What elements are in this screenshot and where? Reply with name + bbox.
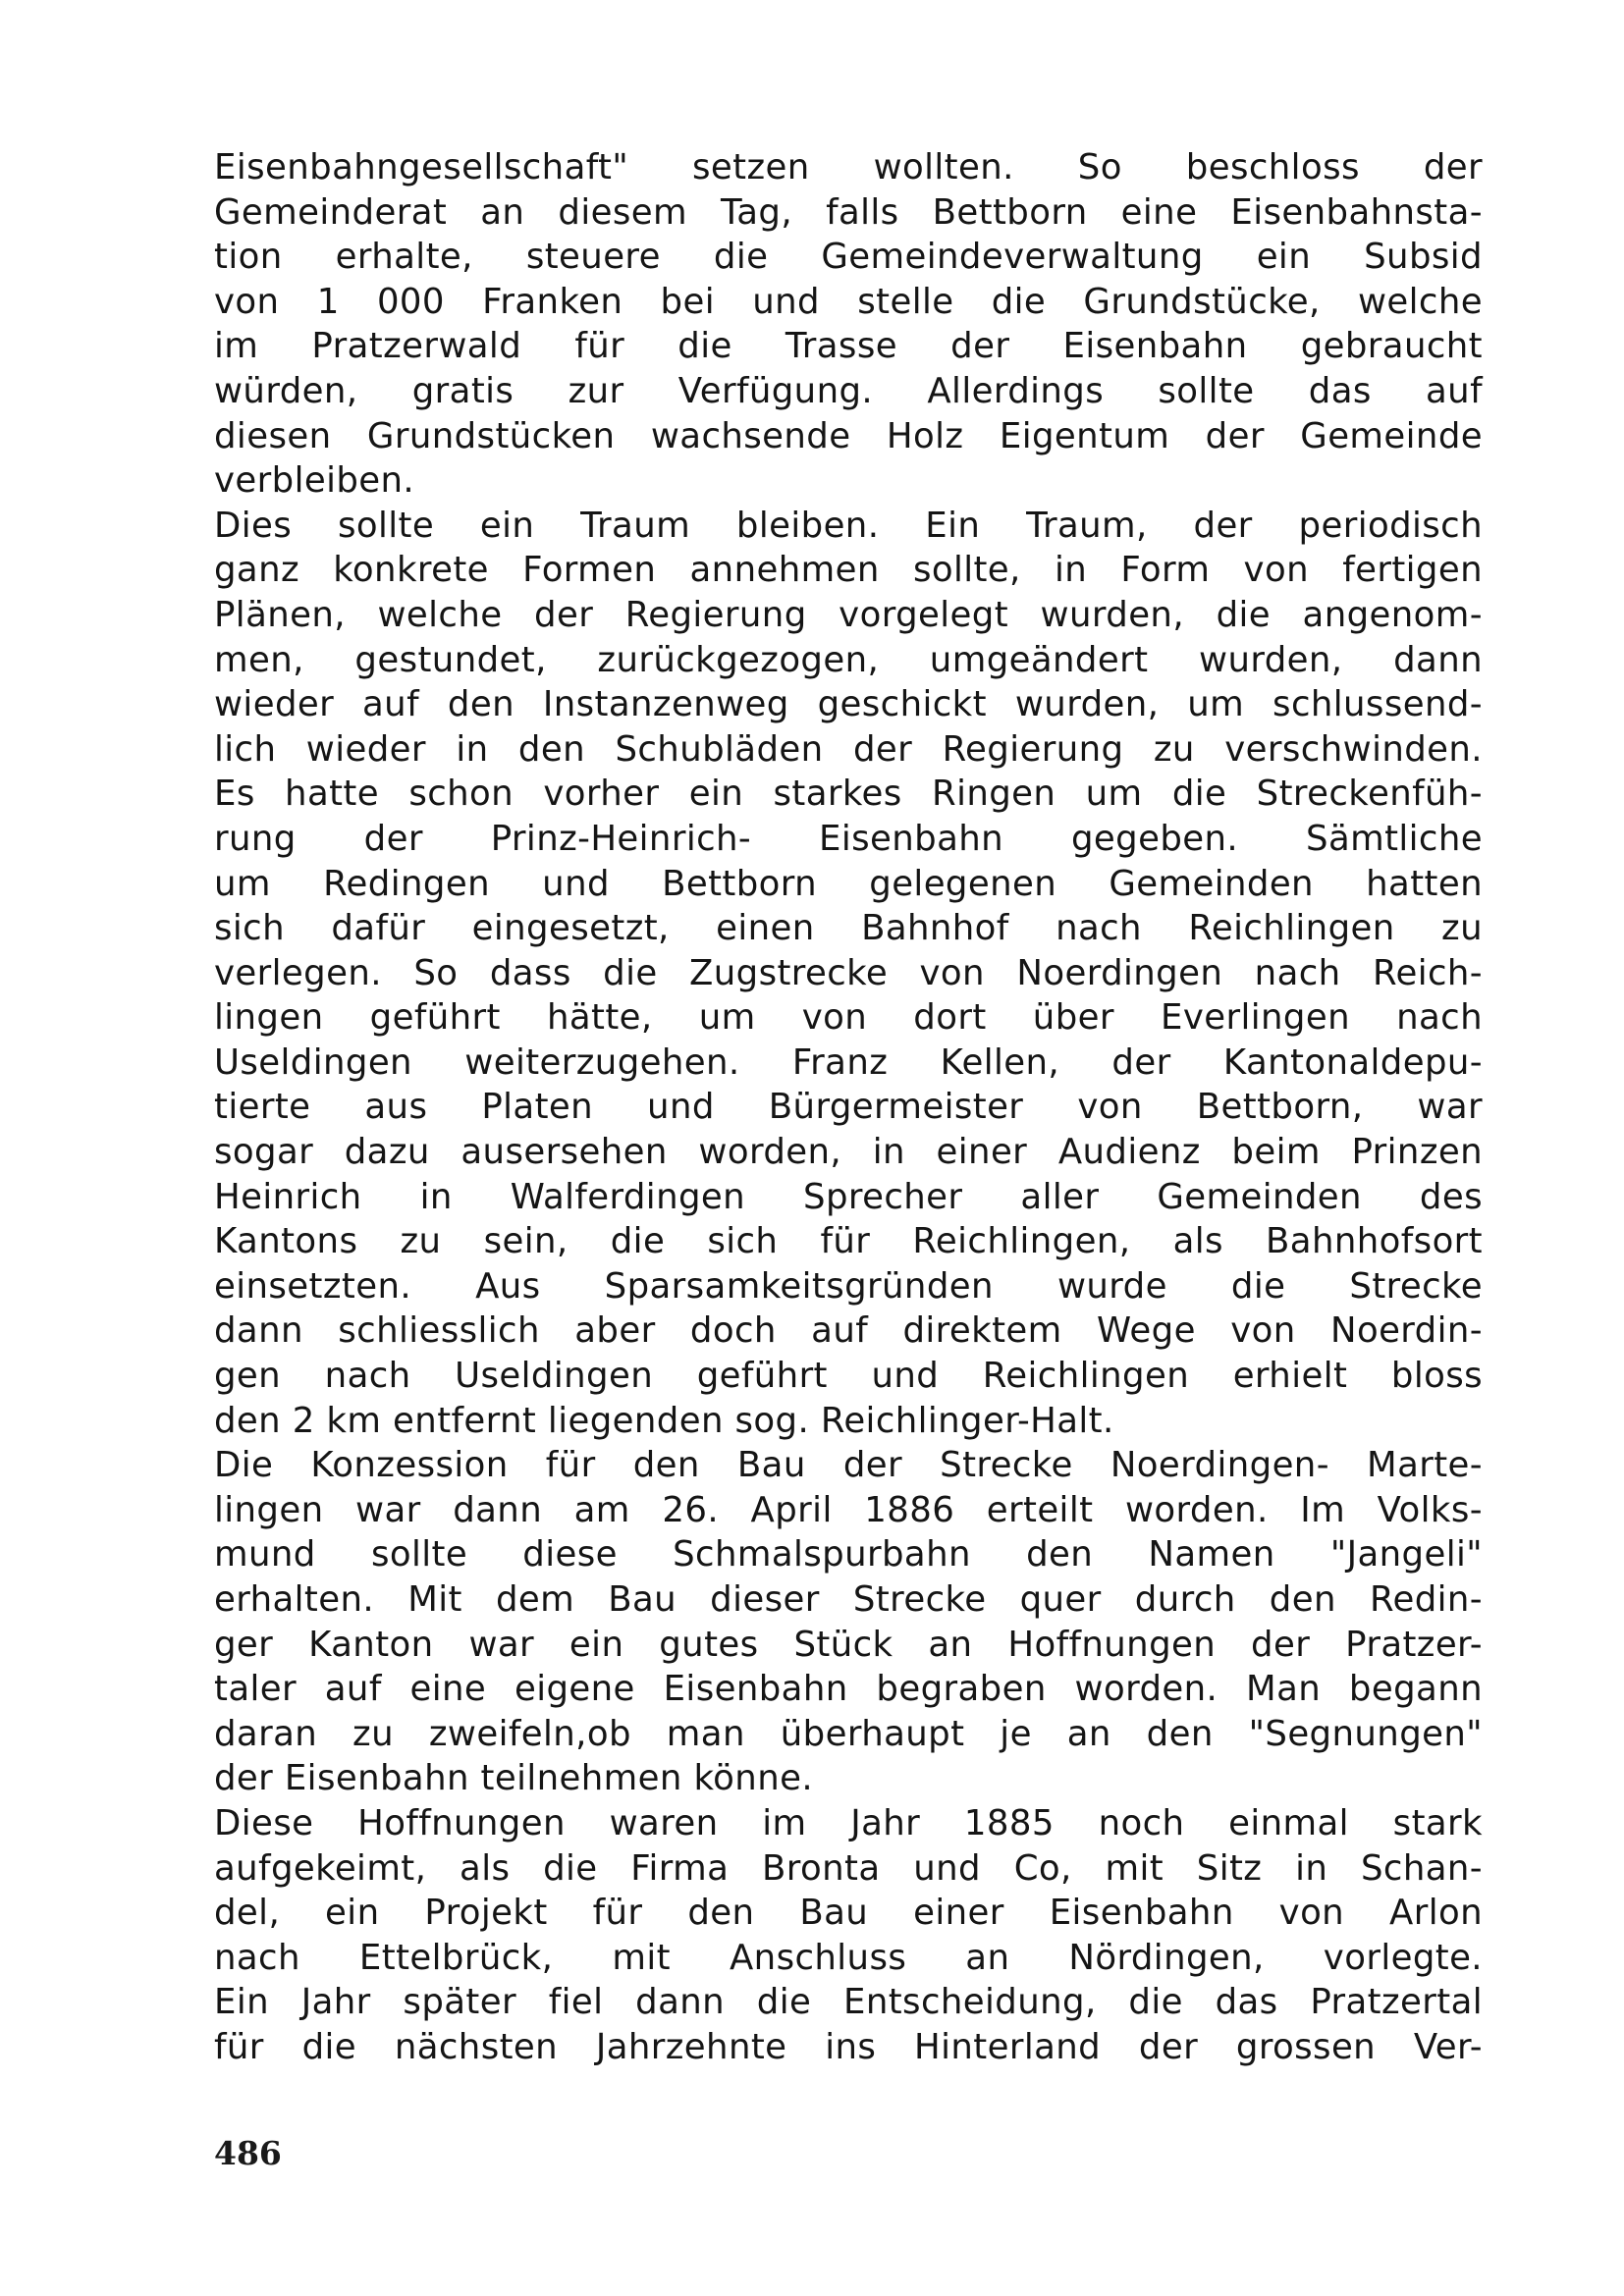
text-line: Diese Hoffnungen waren im Jahr 1885 noch einmal stark [214,1802,1483,1843]
text-line: gen nach Useldingen geführt und Reichlingen erhielt bloss [214,1356,1483,1397]
text-line: taler auf eine eigene Eisenbahn begraben worden. Man begann [214,1669,1483,1710]
text-line: Heinrich in Walferdingen Sprecher aller Gemeinden des [214,1176,1483,1217]
text-line: lingen geführt hätte, um von dort über Everlingen nach [214,997,1483,1039]
text-line: Useldingen weiterzugehen. Franz Kellen, der Kantonaldepu- [214,1041,1483,1083]
text-line: mund sollte diese Schmalspurbahn den Namen "Jangeli" [214,1534,1483,1575]
text-line: von 1 000 Franken bei und stelle die Grundstücke, welche [214,281,1483,322]
text-line: Eisenbahngesellschaft" setzen wollten. So beschloss der [214,147,1483,187]
text-line: dann schliesslich aber doch auf direktem Wege von Noerdin- [214,1310,1483,1352]
body-text [214,145,1483,2070]
text-line: verbleiben. [214,460,415,502]
text-line: Ein Jahr später fiel dann die Entscheidung, die das Pratzertal [214,1982,1483,2023]
text-line: nach Ettelbrück, mit Anschluss an Nördingen, vorlegte. [214,1937,1483,1978]
page-number: 486 [214,2134,282,2172]
text-line: Dies sollte ein Traum bleiben. Ein Traum, der periodisch [214,505,1483,546]
text-line: Plänen, welche der Regierung vorgelegt wurden, die angenom- [214,594,1483,635]
text-line: für die nächsten Jahrzehnte ins Hinterland der grossen Ver- [214,2026,1483,2067]
text-line: verlegen. So dass die Zugstrecke von Noerdingen nach Reich- [214,952,1483,993]
text-line: sogar dazu ausersehen worden, in einer Audienz beim Prinzen [214,1132,1483,1173]
text-line: einsetzten. Aus Sparsamkeitsgründen wurde die Strecke [214,1265,1483,1307]
text-line: im Pratzerwald für die Trasse der Eisenbahn gebraucht [214,326,1483,367]
text-line: daran zu zweifeln,ob man überhaupt je an den "Segnungen" [214,1713,1483,1754]
text-line: lingen war dann am 26. April 1886 erteilt worden. Im Volks- [214,1489,1483,1530]
text-line: Gemeinderat an diesem Tag, falls Bettborn eine Eisenbahnsta- [214,191,1483,233]
text-line: Die Konzession für den Bau der Strecke Noerdingen- Marte- [214,1445,1483,1486]
text-line: ger Kanton war ein gutes Stück an Hoffnungen der Pratzer- [214,1624,1483,1665]
text-line: Kantons zu sein, die sich für Reichlingen, als Bahnhofsort [214,1221,1483,1262]
text-line: del, ein Projekt für den Bau einer Eisenbahn von Arlon [214,1893,1483,1934]
text-line: würden, gratis zur Verfügung. Allerdings sollte das auf [214,370,1483,411]
text-line: men, gestundet, zurückgezogen, umgeändert wurden, dann [214,639,1483,680]
text-line: um Redingen und Bettborn gelegenen Gemeinden hatten [214,863,1483,904]
text-line: ganz konkrete Formen annehmen sollte, in Form von fertigen [214,550,1483,591]
text-line: lich wieder in den Schubläden der Regierung zu verschwinden. [214,728,1483,770]
text-line: tion erhalte, steuere die Gemeindeverwaltung ein Subsid [214,237,1483,278]
text-line: aufgekeimt, als die Firma Bronta und Co, mit Sitz in Schan- [214,1847,1483,1889]
text-line: diesen Grundstücken wachsende Holz Eigentum der Gemeinde [214,415,1483,456]
text-line: der Eisenbahn teilnehmen könne. [214,1758,814,1799]
text-line: den 2 km entfernt liegenden sog. Reichlinger-Halt. [214,1400,1114,1441]
text-line: wieder auf den Instanzenweg geschickt wurden, um schlussend- [214,684,1483,725]
text-line: tierte aus Platen und Bürgermeister von Bettborn, war [214,1087,1483,1128]
text-line: erhalten. Mit dem Bau dieser Strecke quer durch den Redin- [214,1579,1483,1620]
text-line: sich dafür eingesetzt, einen Bahnhof nach Reichlingen zu [214,908,1483,949]
text-line: rung der Prinz-Heinrich- Eisenbahn gegeben. Sämtliche [214,818,1483,859]
text-line: Es hatte schon vorher ein starkes Ringen um die Streckenfüh- [214,774,1483,815]
